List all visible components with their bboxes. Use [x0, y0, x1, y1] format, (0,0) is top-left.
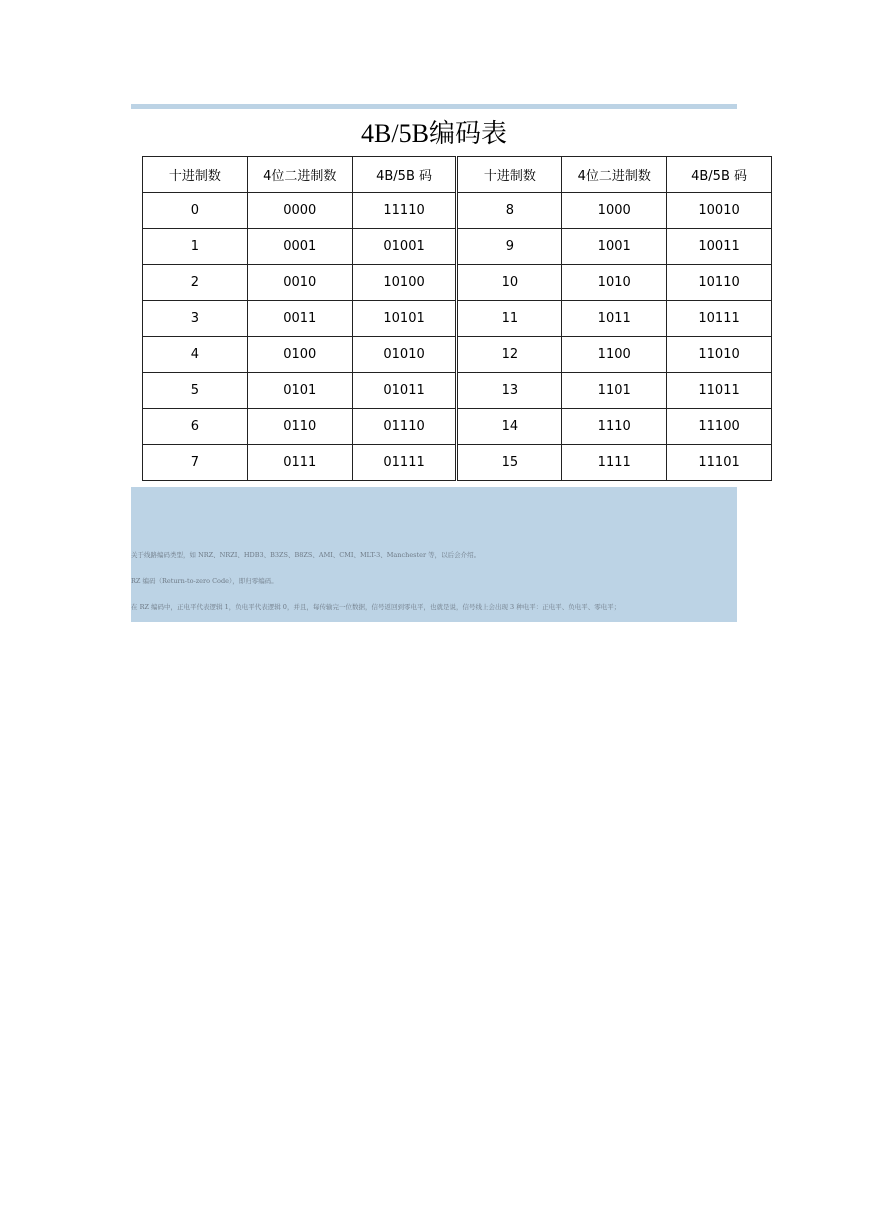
cell-4b5b: 01010 [352, 337, 457, 373]
cell-decimal: 6 [143, 409, 248, 445]
cell-decimal: 12 [457, 337, 562, 373]
cell-binary: 1001 [562, 229, 667, 265]
cell-binary: 1010 [562, 265, 667, 301]
cell-binary: 0101 [247, 373, 352, 409]
cell-decimal: 4 [143, 337, 248, 373]
cell-4b5b: 11011 [667, 373, 772, 409]
cell-decimal: 14 [457, 409, 562, 445]
table-row [143, 373, 772, 409]
table-header-row [143, 157, 772, 193]
note-line-rz-levels: 在 RZ 编码中，正电平代表逻辑 1，负电平代表逻辑 0，并且，每传输完一位数据，信号返回到零电平，也就是说，信号线上会出现 3 种电平：正电平、负电平、零电平； [131, 603, 621, 611]
cell-4b5b: 10010 [667, 193, 772, 229]
header-binary: 4位二进制数 [247, 157, 352, 193]
page-title: 4B/5B编码表 [361, 119, 507, 148]
note-line-rz-definition: RZ 编码（Return-to-zero Code），即归零编码。 [131, 577, 278, 585]
top-divider-bar [131, 104, 737, 109]
table-row [143, 265, 772, 301]
cell-4b5b: 11010 [667, 337, 772, 373]
cell-decimal: 2 [143, 265, 248, 301]
cell-4b5b: 11101 [667, 445, 772, 481]
cell-binary: 0010 [247, 265, 352, 301]
header-binary: 4位二进制数 [562, 157, 667, 193]
cell-binary: 0000 [247, 193, 352, 229]
header-4b5b: 4B/5B 码 [352, 157, 457, 193]
encoding-table [142, 156, 772, 481]
table-row [143, 193, 772, 229]
cell-4b5b: 11110 [352, 193, 457, 229]
note-line-coding-types: 关于线路编码类型，如 NRZ、NRZI、HDB3、B3ZS、B8ZS、AMI、CMI、MLT-3、Manchester 等，以后会介绍。 [131, 551, 481, 559]
cell-decimal: 11 [457, 301, 562, 337]
cell-decimal: 10 [457, 265, 562, 301]
cell-binary: 0001 [247, 229, 352, 265]
cell-decimal: 7 [143, 445, 248, 481]
cell-decimal: 15 [457, 445, 562, 481]
cell-binary: 0111 [247, 445, 352, 481]
cell-4b5b: 01111 [352, 445, 457, 481]
cell-binary: 1000 [562, 193, 667, 229]
cell-binary: 1111 [562, 445, 667, 481]
header-4b5b: 4B/5B 码 [667, 157, 772, 193]
cell-4b5b: 11100 [667, 409, 772, 445]
cell-decimal: 13 [457, 373, 562, 409]
header-decimal: 十进制数 [457, 157, 562, 193]
cell-decimal: 3 [143, 301, 248, 337]
cell-4b5b: 10011 [667, 229, 772, 265]
cell-4b5b: 10101 [352, 301, 457, 337]
cell-4b5b: 01001 [352, 229, 457, 265]
notes-panel [131, 487, 737, 622]
table-row [143, 409, 772, 445]
table-row [143, 301, 772, 337]
cell-4b5b: 01011 [352, 373, 457, 409]
table-row [143, 337, 772, 373]
cell-binary: 0110 [247, 409, 352, 445]
cell-binary: 0100 [247, 337, 352, 373]
cell-4b5b: 01110 [352, 409, 457, 445]
cell-4b5b: 10111 [667, 301, 772, 337]
cell-binary: 0011 [247, 301, 352, 337]
cell-binary: 1100 [562, 337, 667, 373]
cell-decimal: 1 [143, 229, 248, 265]
cell-decimal: 8 [457, 193, 562, 229]
cell-4b5b: 10110 [667, 265, 772, 301]
cell-binary: 1011 [562, 301, 667, 337]
cell-decimal: 0 [143, 193, 248, 229]
cell-decimal: 5 [143, 373, 248, 409]
header-decimal: 十进制数 [143, 157, 248, 193]
table-row [143, 445, 772, 481]
cell-binary: 1101 [562, 373, 667, 409]
cell-decimal: 9 [457, 229, 562, 265]
table-row [143, 229, 772, 265]
cell-binary: 1110 [562, 409, 667, 445]
cell-4b5b: 10100 [352, 265, 457, 301]
table-body [143, 193, 772, 481]
